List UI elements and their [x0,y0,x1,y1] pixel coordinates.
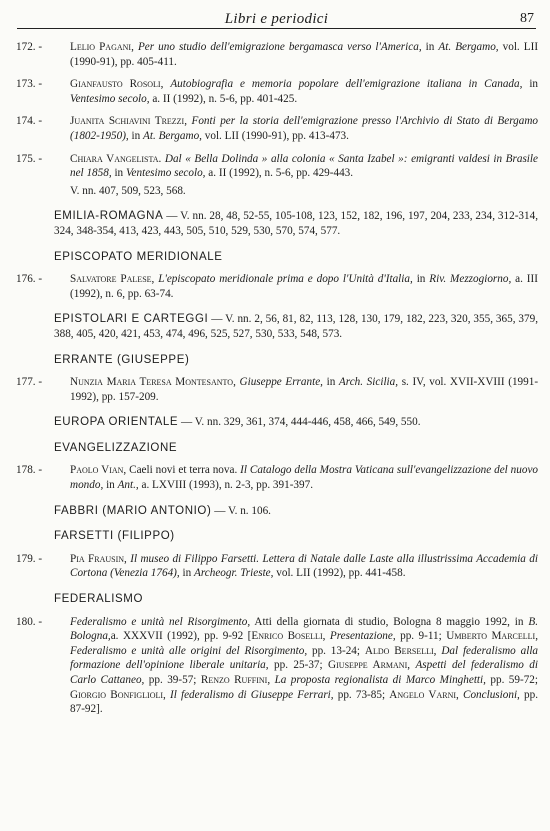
entry-journal: Arch. Sicilia, [338,376,399,389]
entry-number: 177. - [16,376,43,389]
entry-details: a. II (1992), n. 5-6, pp. 429-443. [208,167,354,180]
entry-in: in [131,129,141,142]
entry-details: a. XXXVII (1992), pp. 9-92 [ [110,630,252,643]
contrib-author: Giuseppe Armani, [328,659,411,672]
entry-author: Salvatore Palese, [70,273,155,286]
contrib-title: Conclusioni, [462,688,520,701]
entry-author: Juanita Schiavini Trezzi, [70,115,188,128]
xref-label: FABBRI (MARIO ANTONIO) [54,504,212,517]
entry-journal: At. Bergamo, [143,129,202,142]
see-also-refs: V. nn. 407, 509, 523, 568. [70,184,186,197]
entry-180 [16,615,538,717]
entry-details: vol. LII (1992), pp. 441-458. [276,567,406,580]
section-heading-federalismo: FEDERALISMO [54,593,144,606]
entry-in: in [529,78,539,91]
xref-refs: — V. n. 106. [214,504,271,517]
contrib-author: Enrico Boselli, [251,630,326,643]
section-heading-evangelizzazione: EVANGELIZZAZIONE [54,441,178,454]
contrib-title: Presentazione, [329,630,396,643]
entry-title: Il Catalogo della Mostra Vaticana sull'evangelizzazione del nuovo mondo, [70,464,539,492]
contrib-pages: pp. 39-57; [148,674,197,686]
bibliography-list [16,40,538,725]
entry-in: in [106,479,115,492]
entry-174 [16,114,538,143]
entry-journal: Riv. Mezzogiorno, [429,273,512,286]
contrib-pages: pp. 13-24; [311,644,361,657]
entry-journal: Ventesimo secolo, [70,92,150,105]
contrib-pages: pp. 59-72; [490,674,539,686]
entry-journal: B. Bologna, [70,615,538,643]
entry-number: 173. - [16,78,43,91]
entry-title: Dal « Bella Dolinda » alla colonia « Santa Izabel »: emigranti valdesi in Brasile nel 1858, [70,152,538,180]
xref-epistolari [16,312,538,341]
contrib-pages: pp. 25-37; [274,659,323,672]
page-number: 87 [520,11,534,26]
section-heading-errante: ERRANTE (GIUSEPPE) [54,353,190,366]
contrib-title: Dal federalismo alla formazione dell'opinione liberale unitaria, [70,644,539,672]
entry-journal: At. Bergamo, [438,41,499,53]
contrib-title: Il federalismo di Giuseppe Ferrari, [169,688,334,701]
xref-emilia-romagna [16,209,538,238]
xref-europa-orientale [16,415,538,430]
section-heading-farsetti: FARSETTI (FILIPPO) [54,530,175,543]
entry-number: 176. - [16,273,43,286]
contrib-author: Giorgio Bonfiglioli, [70,688,166,701]
contrib-author: Umberto Marcelli, [446,630,539,643]
contrib-pages: pp. 9-11; [400,630,442,643]
contrib-title: Aspetti del federalismo di Carlo Cattaneo, [70,659,538,686]
xref-label: EUROPA ORIENTALE [54,416,179,429]
xref-refs: — V. nn. 28, 48, 52-55, 105-108, 123, 152, 182, 196, 197, 204, 233, 234, 312-314, 324, 348-354, 413, 423, 443, 505, 510, 529, 530, 570, 574, 577. [54,210,538,237]
entry-details: s. IV, vol. XVII-XVIII (1991-1992), pp. 157-209. [70,376,539,403]
entry-in: in [114,167,124,180]
entry-author: Pia Frausin, [70,552,127,565]
contrib-author: Aldo Berselli, [364,644,437,657]
entry-in: in [182,567,192,580]
entry-details: vol. LII (1990-91), pp. 405-411. [70,41,539,68]
entry-number: 179. - [16,552,43,565]
xref-refs: — V. nn. 2, 56, 81, 82, 113, 128, 130, 179, 182, 223, 320, 355, 365, 379, 388, 405, 420, 421, 453, 474, 496, 525, 527, 530, 533, 548, 573. [54,313,538,340]
entry-author: Nunzia Maria Teresa Montesanto, [70,376,236,389]
running-title: Libri e periodici [224,11,329,27]
entry-proceedings: Atti della giornata di studio, Bologna 8 maggio 1992, in [254,615,524,628]
entry-author: Lelio Pagani, [70,41,134,53]
contrib-title: Federalismo e unità alle origini del Risorgimento, [70,644,308,657]
entry-number: 172. - [16,41,43,53]
xref-refs: — V. nn. 329, 361, 374, 444-446, 458, 466, 549, 550. [181,416,421,429]
entry-177 [16,375,538,404]
entry-title: Federalismo e unità nel Risorgimento, [70,615,251,628]
section-heading-episcopato: EPISCOPATO MERIDIONALE [54,250,223,263]
entry-details: a. III (1992), n. 6, pp. 63-74. [70,273,538,300]
entry-number: 180. - [16,615,43,628]
entry-title: Fonti per la storia dell'emigrazione presso l'Archivio di Stato di Bergamo (1802-1950), [70,115,538,142]
entry-172 [16,40,538,69]
entry-journal: Ventesimo secolo, [125,167,206,180]
entry-author: Chiara Vangelista. [70,152,162,165]
entry-173 [16,77,538,106]
entry-title: Per uno studio dell'emigrazione bergamasca verso l'America, [137,41,422,53]
xref-fabbri [16,504,538,519]
entry-number: 178. - [16,464,43,477]
entry-in: in [425,41,435,53]
entry-details: a. II (1992), n. 5-6, pp. 401-425. [152,92,298,105]
contrib-author: Angelo Varni, [389,688,459,701]
entry-in: in [416,273,426,286]
contrib-author: Renzo Ruffini, [200,674,271,686]
xref-label: EMILIA-ROMAGNA [54,210,164,223]
running-header [17,6,536,29]
entry-author: Gianfausto Rosoli, [70,78,164,91]
entry-in: in [326,376,336,389]
entry-number: 174. - [16,115,43,128]
contrib-title: La proposta regionalista di Marco Minghetti, [274,674,486,686]
entry-178 [16,463,538,492]
contrib-pages: pp. 87-92]. [70,688,538,716]
entry-title: Giuseppe Errante, [239,376,323,389]
xref-label: EPISTOLARI E CARTEGGI [54,313,209,326]
entry-plain-title: Caeli novi et terra nova. [129,464,238,477]
entry-title: L'episcopato meridionale prima e dopo l'Unità d'Italia, [158,273,413,286]
entry-title: Il museo di Filippo Farsetti. Lettera di Natale dalle Laste alla illustrissima Accademia di Cortona (Venezia 1764), [70,552,538,580]
entry-journal: Ant., [117,479,139,492]
entry-176 [16,272,538,301]
entry-author: Paolo Vian, [70,464,127,477]
entry-175 [16,152,538,199]
entry-journal: Archeogr. Trieste, [194,567,274,580]
entry-number: 175. - [16,152,43,165]
entry-details: vol. LII (1990-91), pp. 413-473. [204,129,349,142]
entry-title: Autobiografia e memoria popolare dell'emigrazione italiana in Canada, [170,78,523,91]
entry-details: a. LXVIII (1993), n. 2-3, pp. 391-397. [141,479,314,492]
entry-179 [16,552,538,581]
contrib-pages: pp. 73-85; [337,688,386,701]
